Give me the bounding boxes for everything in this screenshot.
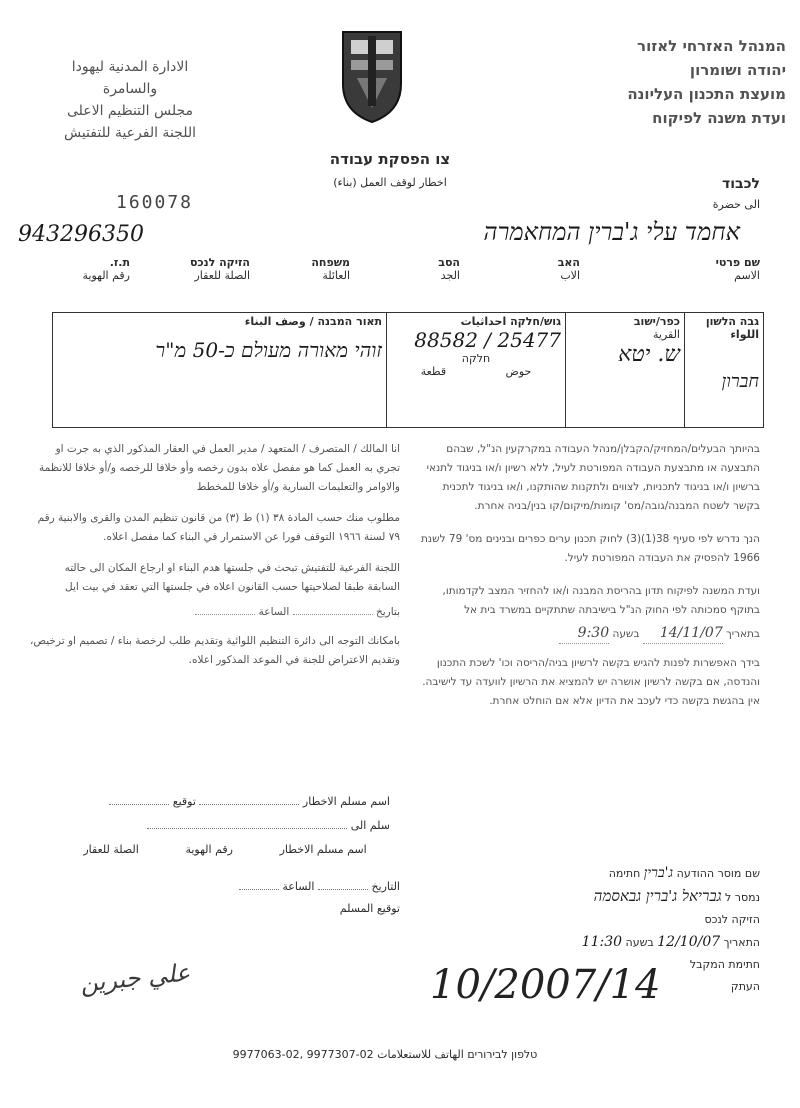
field-label-ar: الجد (440, 269, 460, 282)
field-label-ar: الاسم (734, 269, 760, 282)
arabic-paragraph: اللجنة الفرعية للتفتيش تبحث في جلستها هدم البناء او ارجاع المكان الى حالته السابقة طبقا لصلاحيتها حسب القانون اعلاه في جلستها التي تعقد في بيت ايل (64, 562, 400, 593)
session-date-value: 14/11/07 (643, 624, 723, 644)
title-arabic: اخطار لوقف العمل (بناء) (333, 176, 447, 189)
arabic-date-block (200, 876, 400, 920)
col-sub-he: חלקה (461, 352, 491, 365)
hebrew-header-line: ועדת משנה לפיקוח (652, 109, 786, 127)
col-label-he: תאור המבנה (317, 315, 382, 328)
arabic-paragraph: بامكانك التوجه الى دائرة التنظيم اللوائية وتقديم طلب لرخصة بناء / تصميم او ترخيص، وتقديم الاعتراض للجنة في الموعد المذكور اعلاه. (29, 635, 400, 666)
sig-received-hand: גבריאל ג'ברין גבאסמה (593, 887, 722, 905)
arabic-header-line: والسامرة (102, 81, 158, 97)
session-time-label: בשעה (612, 628, 640, 640)
field-label-ar: رقم الهوية (82, 269, 130, 282)
field-label-he: שם פרטי (715, 256, 760, 269)
sig-delivered-hand: ג'ברין (643, 865, 674, 881)
hebrew-paragraph: ועדת המשנה לפיקוח תדון בהריסת המבנה ו/או להחזיר המצב לקדמותו, בתוקף סמכותה לפי החוק הנ"ל בישיבתה שתתקיים במשרד בית אל (442, 585, 760, 616)
sig-name-ar: اسم مسلم الاخطار (302, 795, 390, 808)
sig-signer-he: חתימת המקבל (689, 958, 760, 971)
title-hebrew: צו הפסקת עבודה (329, 150, 451, 168)
arabic-header-line: الادارة المدنية ليهودا (71, 59, 189, 75)
col-label-he: כפר/ישוב (633, 315, 680, 328)
sig-name-ar-2: اسم مسلم الاخطار (279, 843, 367, 856)
arabic-header-line: مجلس التنظيم الاعلى (66, 103, 194, 119)
arabic-paragraph: مطلوب منك حسب المادة ٣٨ (١) ط (٣) من قانون تنظيم المدن والقرى والابنية رقم ٧٩ لسنة ١٩٦٦ التوقف فورا عن الاستمرار في البناء كما مفصل اعلاه. (37, 512, 400, 543)
handwritten-name: אחמד עלי ג'ברין המחאמרה (483, 218, 740, 246)
emblem-seal (337, 26, 407, 126)
hebrew-paragraph: בידך האפשרות לפנות להגיש בקשה לרשיון בניה/הריסה וכו' לשכת התכנון והנדסה, אם בקשה לרשיון אושרה יש להמציא את הרשיון לוועדה עד לישיבה. אין בהגשת בקשה כדי לעכב את הדיון אלא אם הוחלט אחרת. (422, 657, 760, 707)
arabic-header (30, 56, 230, 144)
field-label-he: האב (557, 256, 580, 269)
sig-time-hand: 11:30 (581, 934, 623, 950)
sig-received-he: נמסר ל (725, 891, 760, 904)
field-id (50, 256, 130, 282)
sig-recipient-ar: توقيع المسلم (339, 902, 400, 915)
col-label-ar: القرية (652, 328, 680, 341)
sig-id-ar: رقم الهوية (185, 843, 233, 856)
field-relation (160, 256, 250, 282)
session-date-label: בתאריך (726, 628, 760, 640)
sig-hour-he: בשעה (625, 936, 654, 949)
sig-signature-he: חתימה (608, 867, 641, 880)
col-value: חברון (721, 371, 759, 392)
col-label-ar: اللواء (730, 328, 759, 341)
field-label-he: ת.ז. (109, 256, 130, 269)
hebrew-header-line: המנהל האזרחי לאזור (637, 37, 786, 55)
col-value: ש. יטא (618, 342, 680, 367)
recipient-label-ar: الى حضرة (712, 198, 760, 211)
col-village (566, 313, 685, 428)
hebrew-header (536, 34, 786, 130)
sig-copy-he: העתק (730, 980, 760, 993)
sig-hour-ar: الساعة (282, 880, 315, 893)
sig-delivered-he: שם מוסר ההודעה (676, 867, 760, 880)
field-label-he: משפחה (311, 256, 350, 269)
sig-relation-ar: الصلة للعقار (83, 843, 139, 856)
col-description: תאור המבנה / وصف البناء זוהי מאורה מעולם כ-50 מ"ר (53, 313, 387, 428)
col-label-ar: احداثيات (460, 315, 507, 328)
handwritten-id: 943296350 (18, 222, 144, 247)
sig-sig-ar: توقيع (172, 795, 196, 808)
field-family (280, 256, 350, 282)
footer-phones: טלפון לבירורים الهاتف للاستعلامات 02-9977307 ,02-9977063 (232, 1048, 538, 1061)
field-grandfather (390, 256, 460, 282)
col-label-he: גבה הלשון (705, 315, 759, 328)
sig-date-ar: التاريخ (371, 880, 400, 893)
hebrew-paragraph: הנך נדרש לפי סעיף 38(1)(3) לחוק תכנון ערים כפרים ובנינים מס' 79 לשנת 1966 להפסיק את העבודה המפורטת לעיל. (421, 533, 760, 564)
arabic-signature-block (60, 790, 390, 862)
handwritten-date: 10/2007/14 (430, 962, 661, 1008)
field-father (510, 256, 580, 282)
col-sub-ar: قطعة (420, 365, 447, 378)
col-sub-ar: حوض (505, 365, 532, 378)
col-value: 25477 / 88582 (414, 328, 561, 352)
arabic-header-line: اللجنة الفرعية للتفتيش (63, 125, 196, 141)
col-value: זוהי מאורה מעולם כ-50 מ"ר (155, 338, 382, 362)
session-time-label-ar: الساعة (258, 606, 290, 618)
hebrew-paragraph: בהיותך הבעלים/המחזיק/הקבלן/מנהל העבודה במקרקעין הנ"ל, שבהם התבצעה או מתבצעת העבודה המפורטת לעיל, ללא רשיון ו/או בניגוד לתנאי ברשיון ו/או בניגוד לתכניות, לצווים ולתקנות שהותקנו, ו/או בניגוד לתכנית בקשר לשטח המבנה/גובה/מס' קומות/מיקום/קו בנין/בניה אחרת. (426, 443, 760, 512)
field-label-he: הזיקה לנכס (189, 256, 250, 269)
handwritten-arabic-signature: علي جبرين (78, 958, 192, 998)
person-fields (40, 256, 760, 296)
field-first-name (670, 256, 760, 282)
session-time-value: 9:30 (559, 624, 609, 644)
col-district (685, 313, 764, 428)
col-label-he: גוש/חלקה (510, 315, 561, 328)
session-date-label-ar: بتاريخ (375, 606, 400, 618)
field-label-ar: الصلة للعقار (194, 269, 250, 282)
arabic-paragraph: انا المالك / المتصرف / المتعهد / مدير العمل في العقار المذكور الذي به جرت او تجري به العمل كما هو مفصل علاه بدون رخصه وأو خلافا للرخصه و/أو خلافا للانظمة والاوامر والتعليمات السارية و/أو خلافا للمخطط (39, 443, 400, 493)
field-label-ar: الاب (560, 269, 580, 282)
hebrew-header-line: מועצת התכנון העליונה (627, 85, 786, 103)
field-label-ar: العائلة (322, 269, 350, 282)
document-number: 160078 (116, 192, 194, 213)
col-label-ar: وصف البناء (244, 315, 306, 328)
location-table (52, 312, 764, 428)
hebrew-header-line: יהודה ושומרון (689, 61, 786, 79)
hebrew-body (420, 440, 760, 711)
col-coordinates (387, 313, 566, 428)
sig-recv-ar: سلم الى (350, 819, 390, 832)
recipient-label-he: לכבוד (722, 176, 760, 192)
arabic-body (30, 440, 400, 670)
sig-date-hand: 12/10/07 (657, 934, 721, 950)
sig-relation-he: הזיקה לנכס (704, 913, 760, 926)
sig-date-he: התאריך (723, 936, 760, 949)
field-label-he: הסב (438, 256, 460, 269)
